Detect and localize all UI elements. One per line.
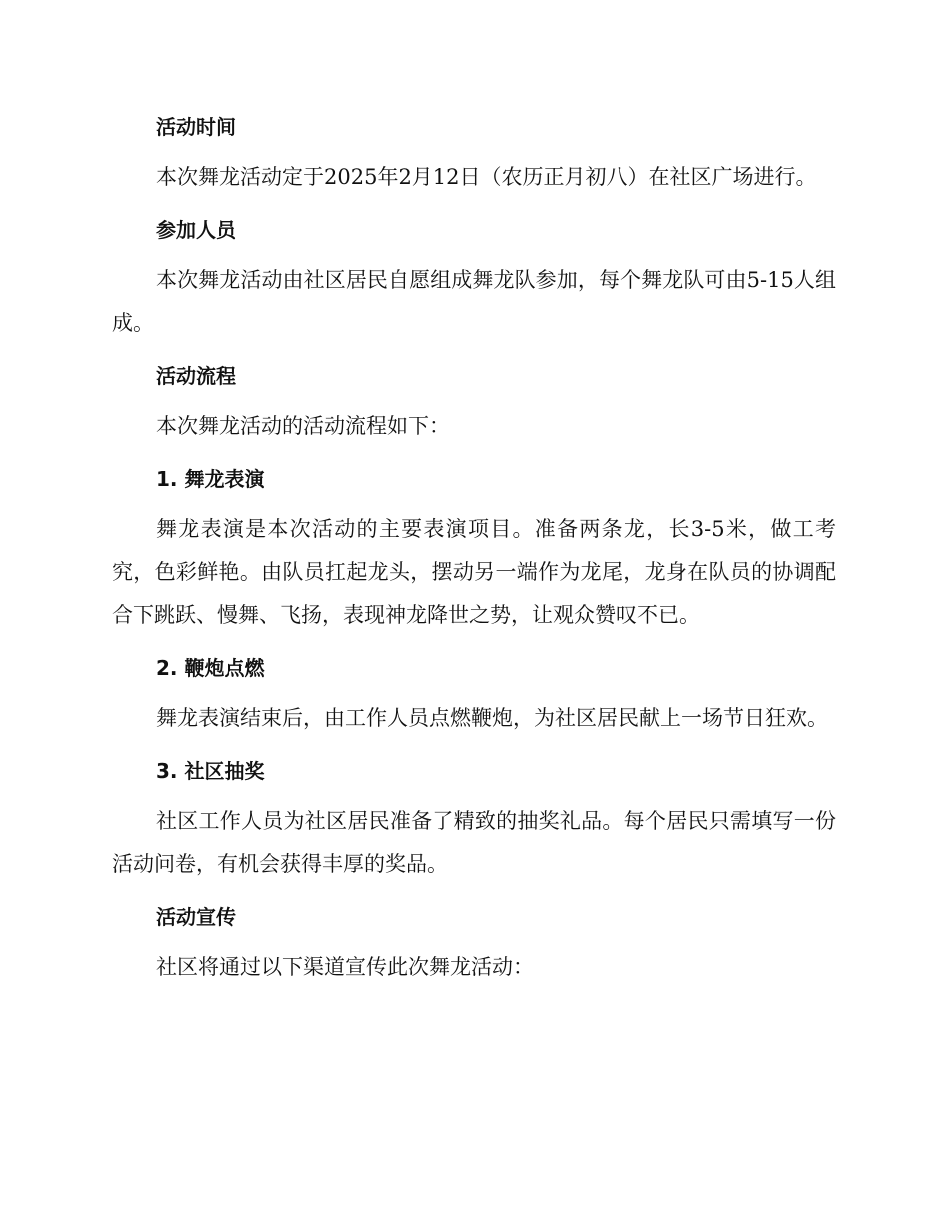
- section-heading-participants: 参加人员: [156, 218, 236, 242]
- section-heading-activity-process: 活动流程: [156, 364, 236, 388]
- paragraph-firecrackers: 舞龙表演结束后，由工作人员点燃鞭炮，为社区居民献上一场节日狂欢。: [156, 706, 828, 730]
- subheading-dragon-dance: 1. 舞龙表演: [156, 467, 265, 491]
- subheading-lottery: 3. 社区抽奖: [156, 759, 265, 783]
- paragraph-activity-process: 本次舞龙活动的活动流程如下：: [156, 414, 450, 438]
- paragraph-activity-time: 本次舞龙活动定于2025年2月12日（农历正月初八）在社区广场进行。: [156, 165, 817, 189]
- section-heading-activity-time: 活动时间: [156, 115, 236, 139]
- subheading-firecrackers: 2. 鞭炮点燃: [156, 656, 265, 680]
- paragraph-publicity: 社区将通过以下渠道宣传此次舞龙活动：: [156, 955, 534, 979]
- section-heading-publicity: 活动宣传: [156, 905, 236, 929]
- document-body: [112, 104, 836, 997]
- paragraph-lottery: 社区工作人员为社区居民准备了精致的抽奖礼品。每个居民只需填写一份活动问卷，有机会获得丰厚的奖品。: [112, 809, 836, 876]
- paragraph-participants: 本次舞龙活动由社区居民自愿组成舞龙队参加，每个舞龙队可由5-15人组成。: [112, 268, 836, 335]
- paragraph-dragon-dance: 舞龙表演是本次活动的主要表演项目。准备两条龙，长3-5米，做工考究，色彩鲜艳。由队员扛起龙头，摆动另一端作为龙尾，龙身在队员的协调配合下跳跃、慢舞、飞扬，表现神龙降世之势，让观众赞叹不已。: [112, 517, 836, 627]
